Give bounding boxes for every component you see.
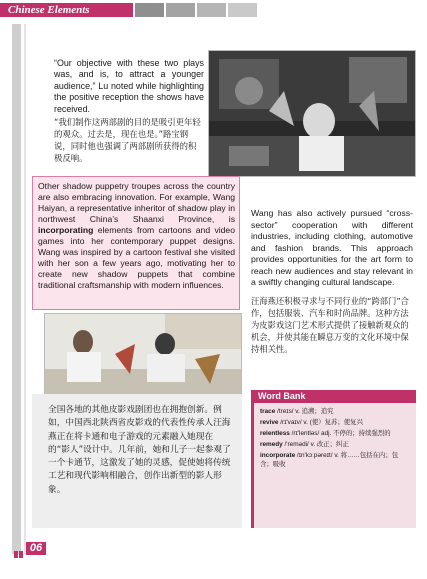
word-bank-entry bbox=[260, 452, 410, 469]
paragraph-3-english: Wang has also actively pursued “cross-sector” cooperation with different industries, including clothing, automotive and fashion brands. This approach provides opportunities for the art form to reach new audiences and stay relevant in a swiftly changing cultural landscape. bbox=[251, 208, 413, 287]
page-number-decoration bbox=[14, 545, 24, 563]
highlighted-word: incorporating bbox=[38, 225, 94, 235]
word-bank-entry bbox=[260, 419, 410, 428]
paragraph-1-english: “Our objective with these two plays was, and is, to attract a younger audience,” Lu noted while highlighting the positive reception the shows have received. bbox=[54, 58, 204, 114]
shadow-puppet-performance-photo bbox=[208, 50, 416, 177]
paragraph-3-chinese: 汪海燕还积极寻求与不同行业的“跨部门”合作，包括服装、汽车和时尚品牌。这种方法为皮影戏这门艺术形式提供了接触新观众的机会，并使其能在瞬息万变的文化环境中保持相关性。 bbox=[251, 296, 409, 354]
word-bank-term: relentless bbox=[260, 430, 290, 437]
paragraph-2-english bbox=[38, 181, 235, 291]
header-tab-decoration bbox=[197, 3, 226, 17]
page-number: 06 bbox=[26, 542, 46, 555]
word-bank-entry bbox=[260, 430, 410, 439]
header-tab-decoration bbox=[135, 3, 164, 17]
word-bank bbox=[251, 390, 416, 528]
word-bank-definition: /'remədi/ v. 改正；纠正 bbox=[282, 441, 349, 448]
header-tab-decoration bbox=[228, 3, 257, 17]
word-bank-definition: /rɪ'vaɪv/ v. (使）复苏；使复兴 bbox=[278, 419, 363, 426]
header-tab-decoration bbox=[166, 3, 195, 17]
word-bank-definition: /rɪ'lentləs/ adj. 不停的；持续强烈的 bbox=[289, 430, 391, 437]
margin-line bbox=[24, 24, 26, 554]
word-bank-term: remedy bbox=[260, 441, 283, 448]
word-bank-term: revive bbox=[260, 419, 279, 426]
header-bar bbox=[0, 0, 427, 18]
paragraph-2-chinese: 全国各地的其他皮影戏剧团也在拥抱创新。例如，中国西北陕西省皮影戏的代表性传承人汪海燕正在将卡通和电子游戏的元素融入她现在的“影人”设计中。几年前，她和儿子一起参观了一个卡通节，这激发了她的灵感，促使她将传统工艺和现代影响相融合，创作出新型的影人形象。 bbox=[48, 405, 231, 495]
paragraph-2-part-b: elements from cartoons and video games into her contemporary puppet designs. Wang was inspired by a cartoon festival she visited with her son a few years ago, motivating her to create new shadow puppets that combine traditional craftsmanship with modern influences. bbox=[38, 225, 235, 290]
word-bank-term: trace bbox=[260, 408, 276, 415]
word-bank-term: incorporate bbox=[260, 452, 296, 459]
paragraph-1-chinese: “我们制作这两部剧的目的是吸引更年轻的观众。过去是，现在也是。”路宝钢说，同时他也强调了两部剧所获得的积极反响。 bbox=[54, 117, 201, 163]
word-bank-entry bbox=[260, 408, 410, 417]
section-label: Chinese Elements bbox=[0, 3, 133, 17]
margin-bar bbox=[12, 24, 21, 554]
word-bank-definition: /ɪn'kɔːpəreɪt/ v. 将……包括在内；包含；吸收 bbox=[260, 452, 399, 468]
word-bank-definition: /treɪs/ v. 追溯；追究 bbox=[275, 408, 334, 415]
puppet-craft-photo bbox=[44, 313, 242, 397]
paragraph-2-part-a: Other shadow puppetry troupes across the country are also embracing innovation. For example, Wang Haiyan, a representative inheritor of shadow play in northwest China’s Shaanxi Province, is bbox=[38, 181, 235, 224]
word-bank-entry bbox=[260, 441, 410, 450]
word-bank-title: Word Bank bbox=[254, 390, 416, 403]
